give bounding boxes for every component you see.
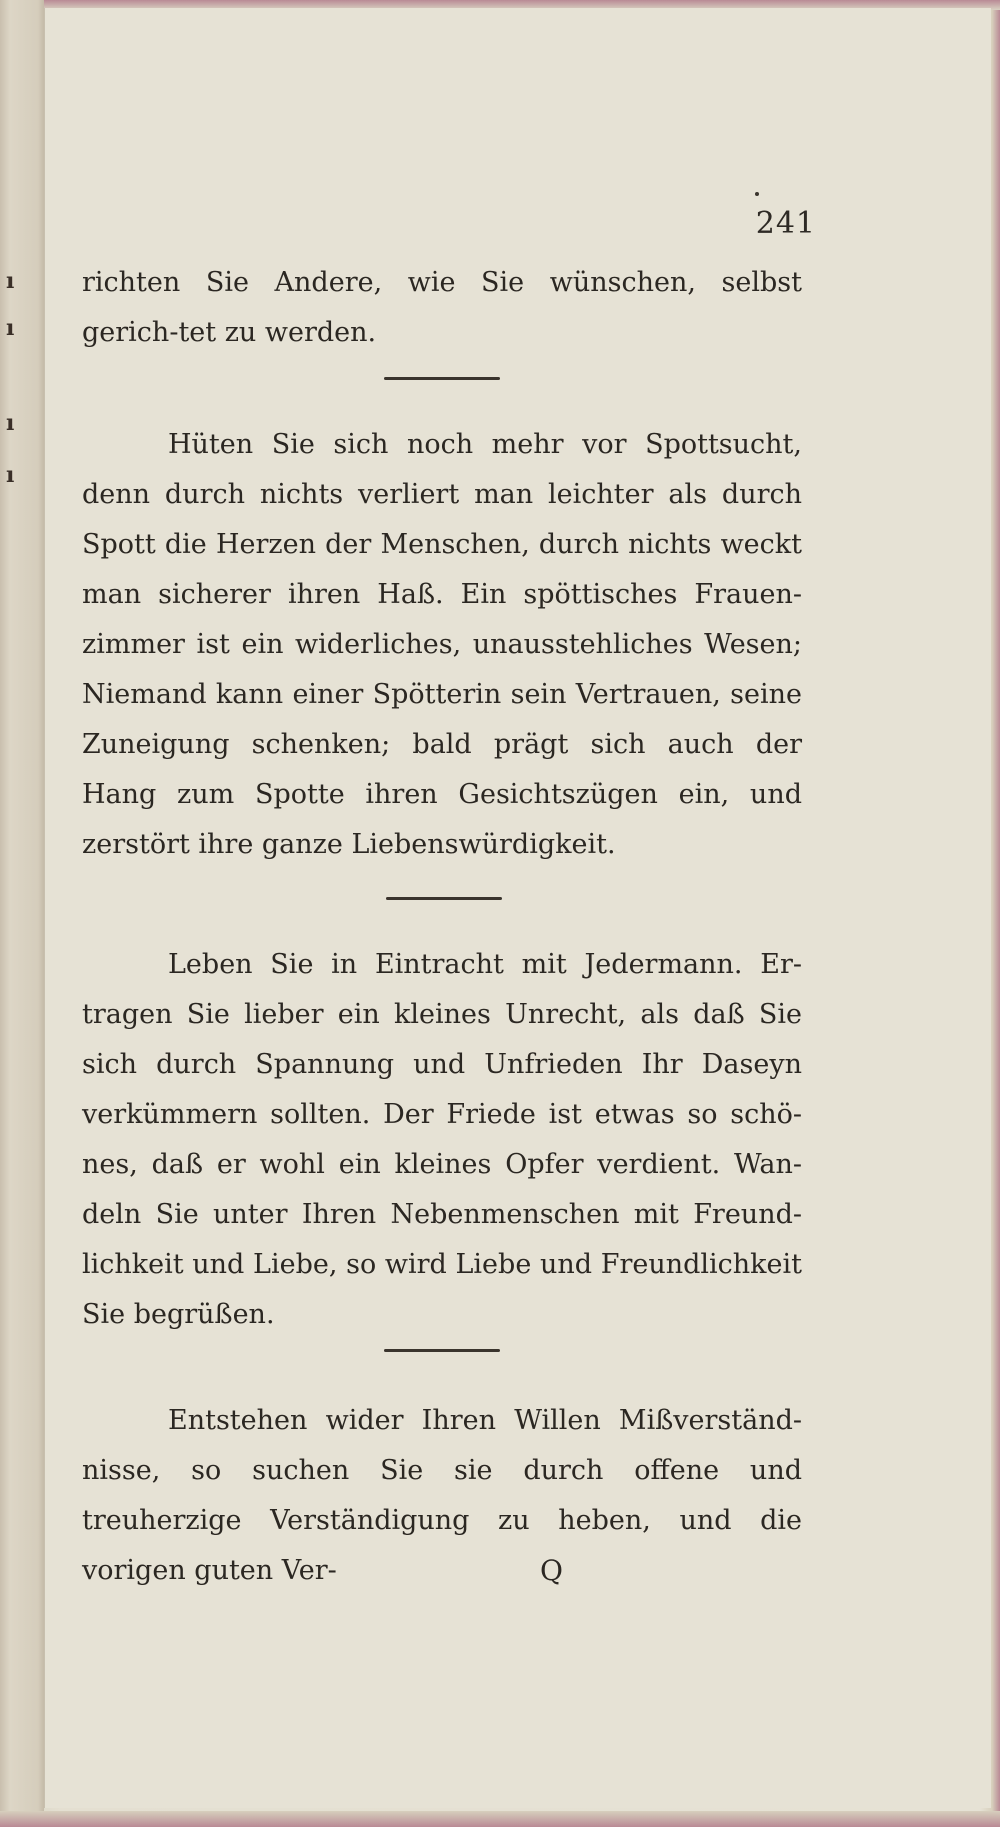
section-divider: [384, 1349, 500, 1352]
edge-mark: ı: [6, 410, 15, 436]
section-divider: [386, 897, 502, 900]
paragraph-missverstaendnisse: Entstehen wider Ihren Willen Mißverständ-nisse, so suchen Sie sie durch offene und treuherzige Verständigung zu heben, und die vorigen guten Ver-: [82, 1405, 802, 1586]
edge-mark: ı: [6, 462, 15, 488]
edge-mark: ı: [6, 268, 15, 294]
signature-mark: Q: [540, 1554, 563, 1587]
paragraph-eintracht: Leben Sie in Eintracht mit Jedermann. Er-tragen Sie lieber ein kleines Unrecht, als daß Sie sich durch Spannung und Unfrieden Ihr Daseyn verkümmern sollten. Der Friede ist etwas so schö-nes, daß er wohl ein kleines Opfer verdient. Wan-deln Sie unter Ihren Nebenmenschen mit Freund-lichkeit und Liebe, so wird Liebe und Freundlichkeit Sie begrüßen.: [82, 949, 802, 1330]
paragraph-spottsucht: Hüten Sie sich noch mehr vor Spottsucht, denn durch nichts verliert man leichter als durch Spott die Herzen der Menschen, durch nichts weckt man sicherer ihren Haß. Ein spöttisches Frauen-zimmer ist ein widerliches, unausstehliches Wesen; Niemand kann einer Spötterin sein Vertrauen, seine Zuneigung schenken; bald prägt sich auch der Hang zum Spotte ihren Gesichtszügen ein, und zerstört ihre ganze Liebenswürdigkeit.: [82, 429, 802, 860]
facing-page-edge: [0, 0, 44, 1827]
paragraph-continuation: richten Sie Andere, wie Sie wünschen, selbst gerich-tet zu werden.: [82, 267, 802, 348]
page-number: 241: [755, 206, 816, 241]
bottom-edge: [0, 1811, 1000, 1827]
section-divider: [384, 377, 500, 380]
edge-mark: ı: [6, 315, 15, 341]
ink-speck: [755, 192, 759, 196]
